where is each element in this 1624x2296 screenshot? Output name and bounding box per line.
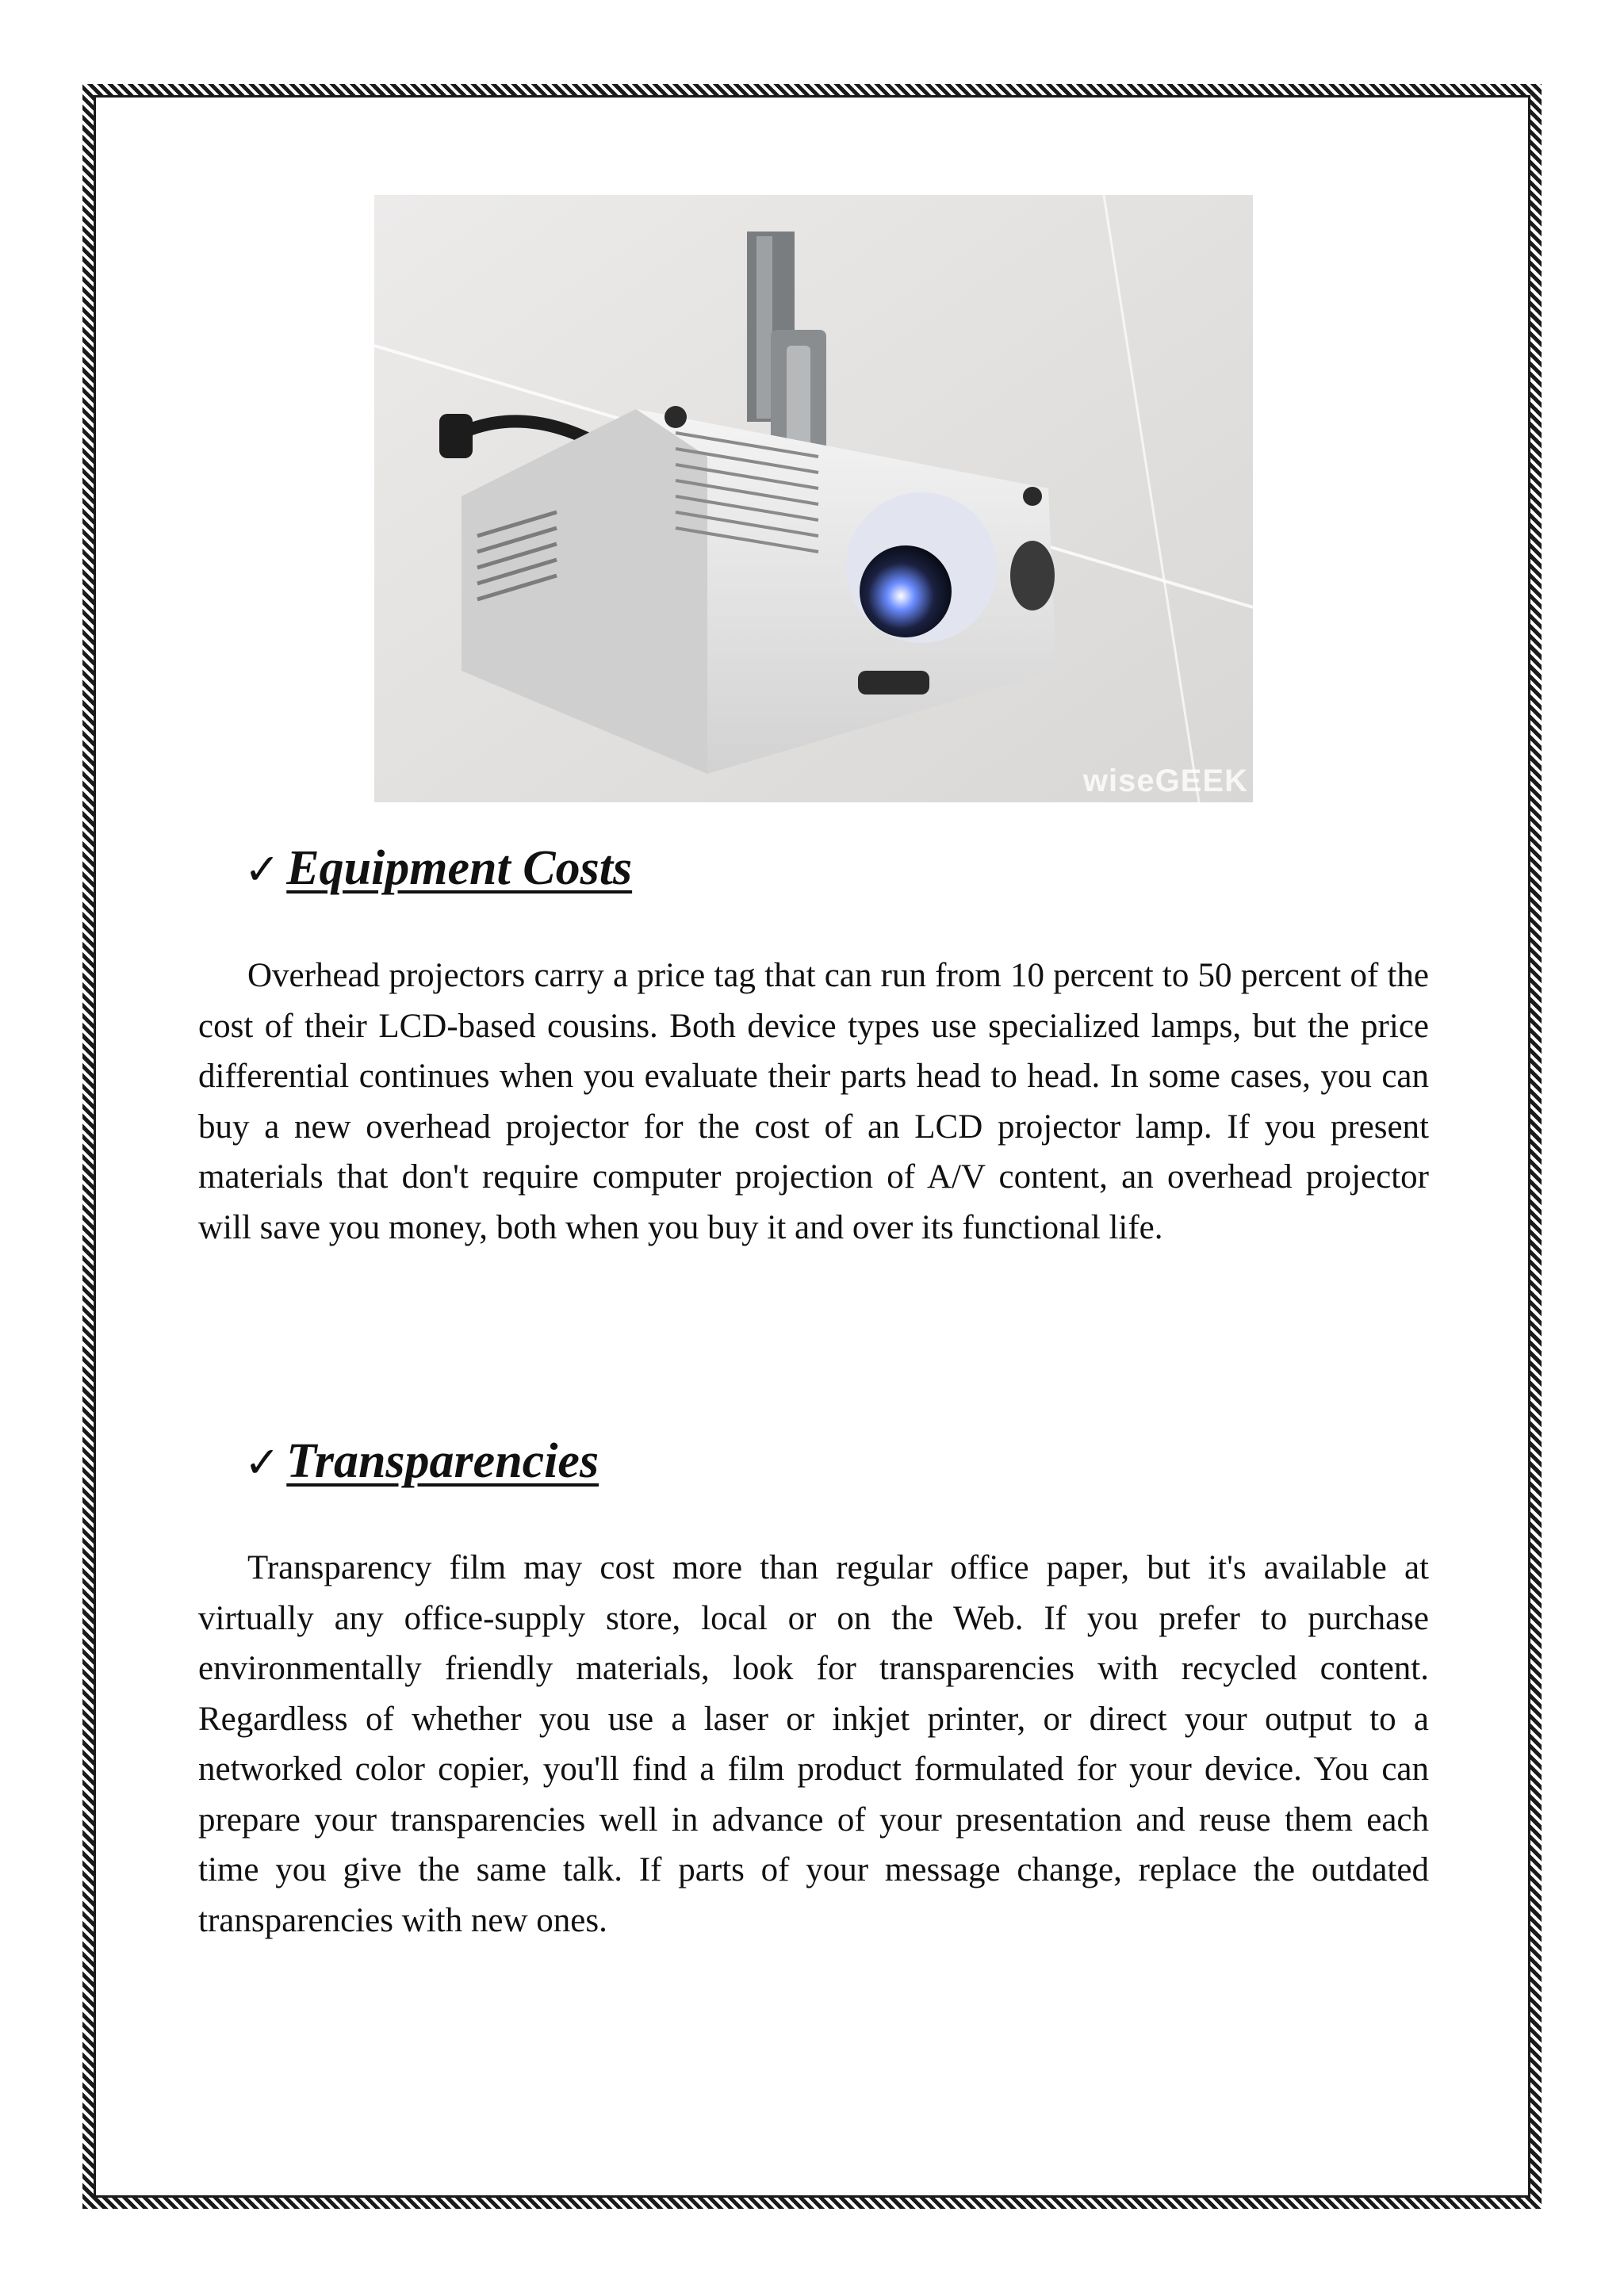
heading-text: Transparencies <box>286 1434 599 1488</box>
paragraph-equipment-costs: Overhead projectors carry a price tag that can run from 10 percent to 50 percent of the cost of their LCD-based cousins. Both device types use specialized lamps, but the price differential continues when you evaluate their parts head to head. In some cases, you can buy a new overhead projector for the cost of an LCD projector lamp. If you present materials that don't require computer projection of A/V content, an overhead projector will save you money, both when you buy it and over its functional life. <box>198 957 1429 1246</box>
section-heading-equipment-costs <box>244 840 632 897</box>
checkmark-icon: ✓ <box>244 1437 281 1487</box>
heading-text: Equipment Costs <box>286 841 633 895</box>
section-heading-transparencies <box>244 1433 599 1490</box>
projector-photo <box>374 195 1253 802</box>
watermark-text: wiseGEEK <box>1082 763 1248 798</box>
checkmark-icon: ✓ <box>244 844 281 894</box>
paragraph-transparencies: Transparency film may cost more than regular office paper, but it's available at virtually any office-supply store, local or on the Web. If you prefer to purchase environmentally friendly materials, look for transparencies with recycled content. Regardless of whether you use a laser or inkjet printer, or direct your output to a networked color copier, you'll find a film product formulated for your device. You can prepare your transparencies well in advance of your presentation and reuse them each time you give the same talk. If parts of your message change, replace the outdated transparencies with new ones. <box>198 1549 1429 1939</box>
